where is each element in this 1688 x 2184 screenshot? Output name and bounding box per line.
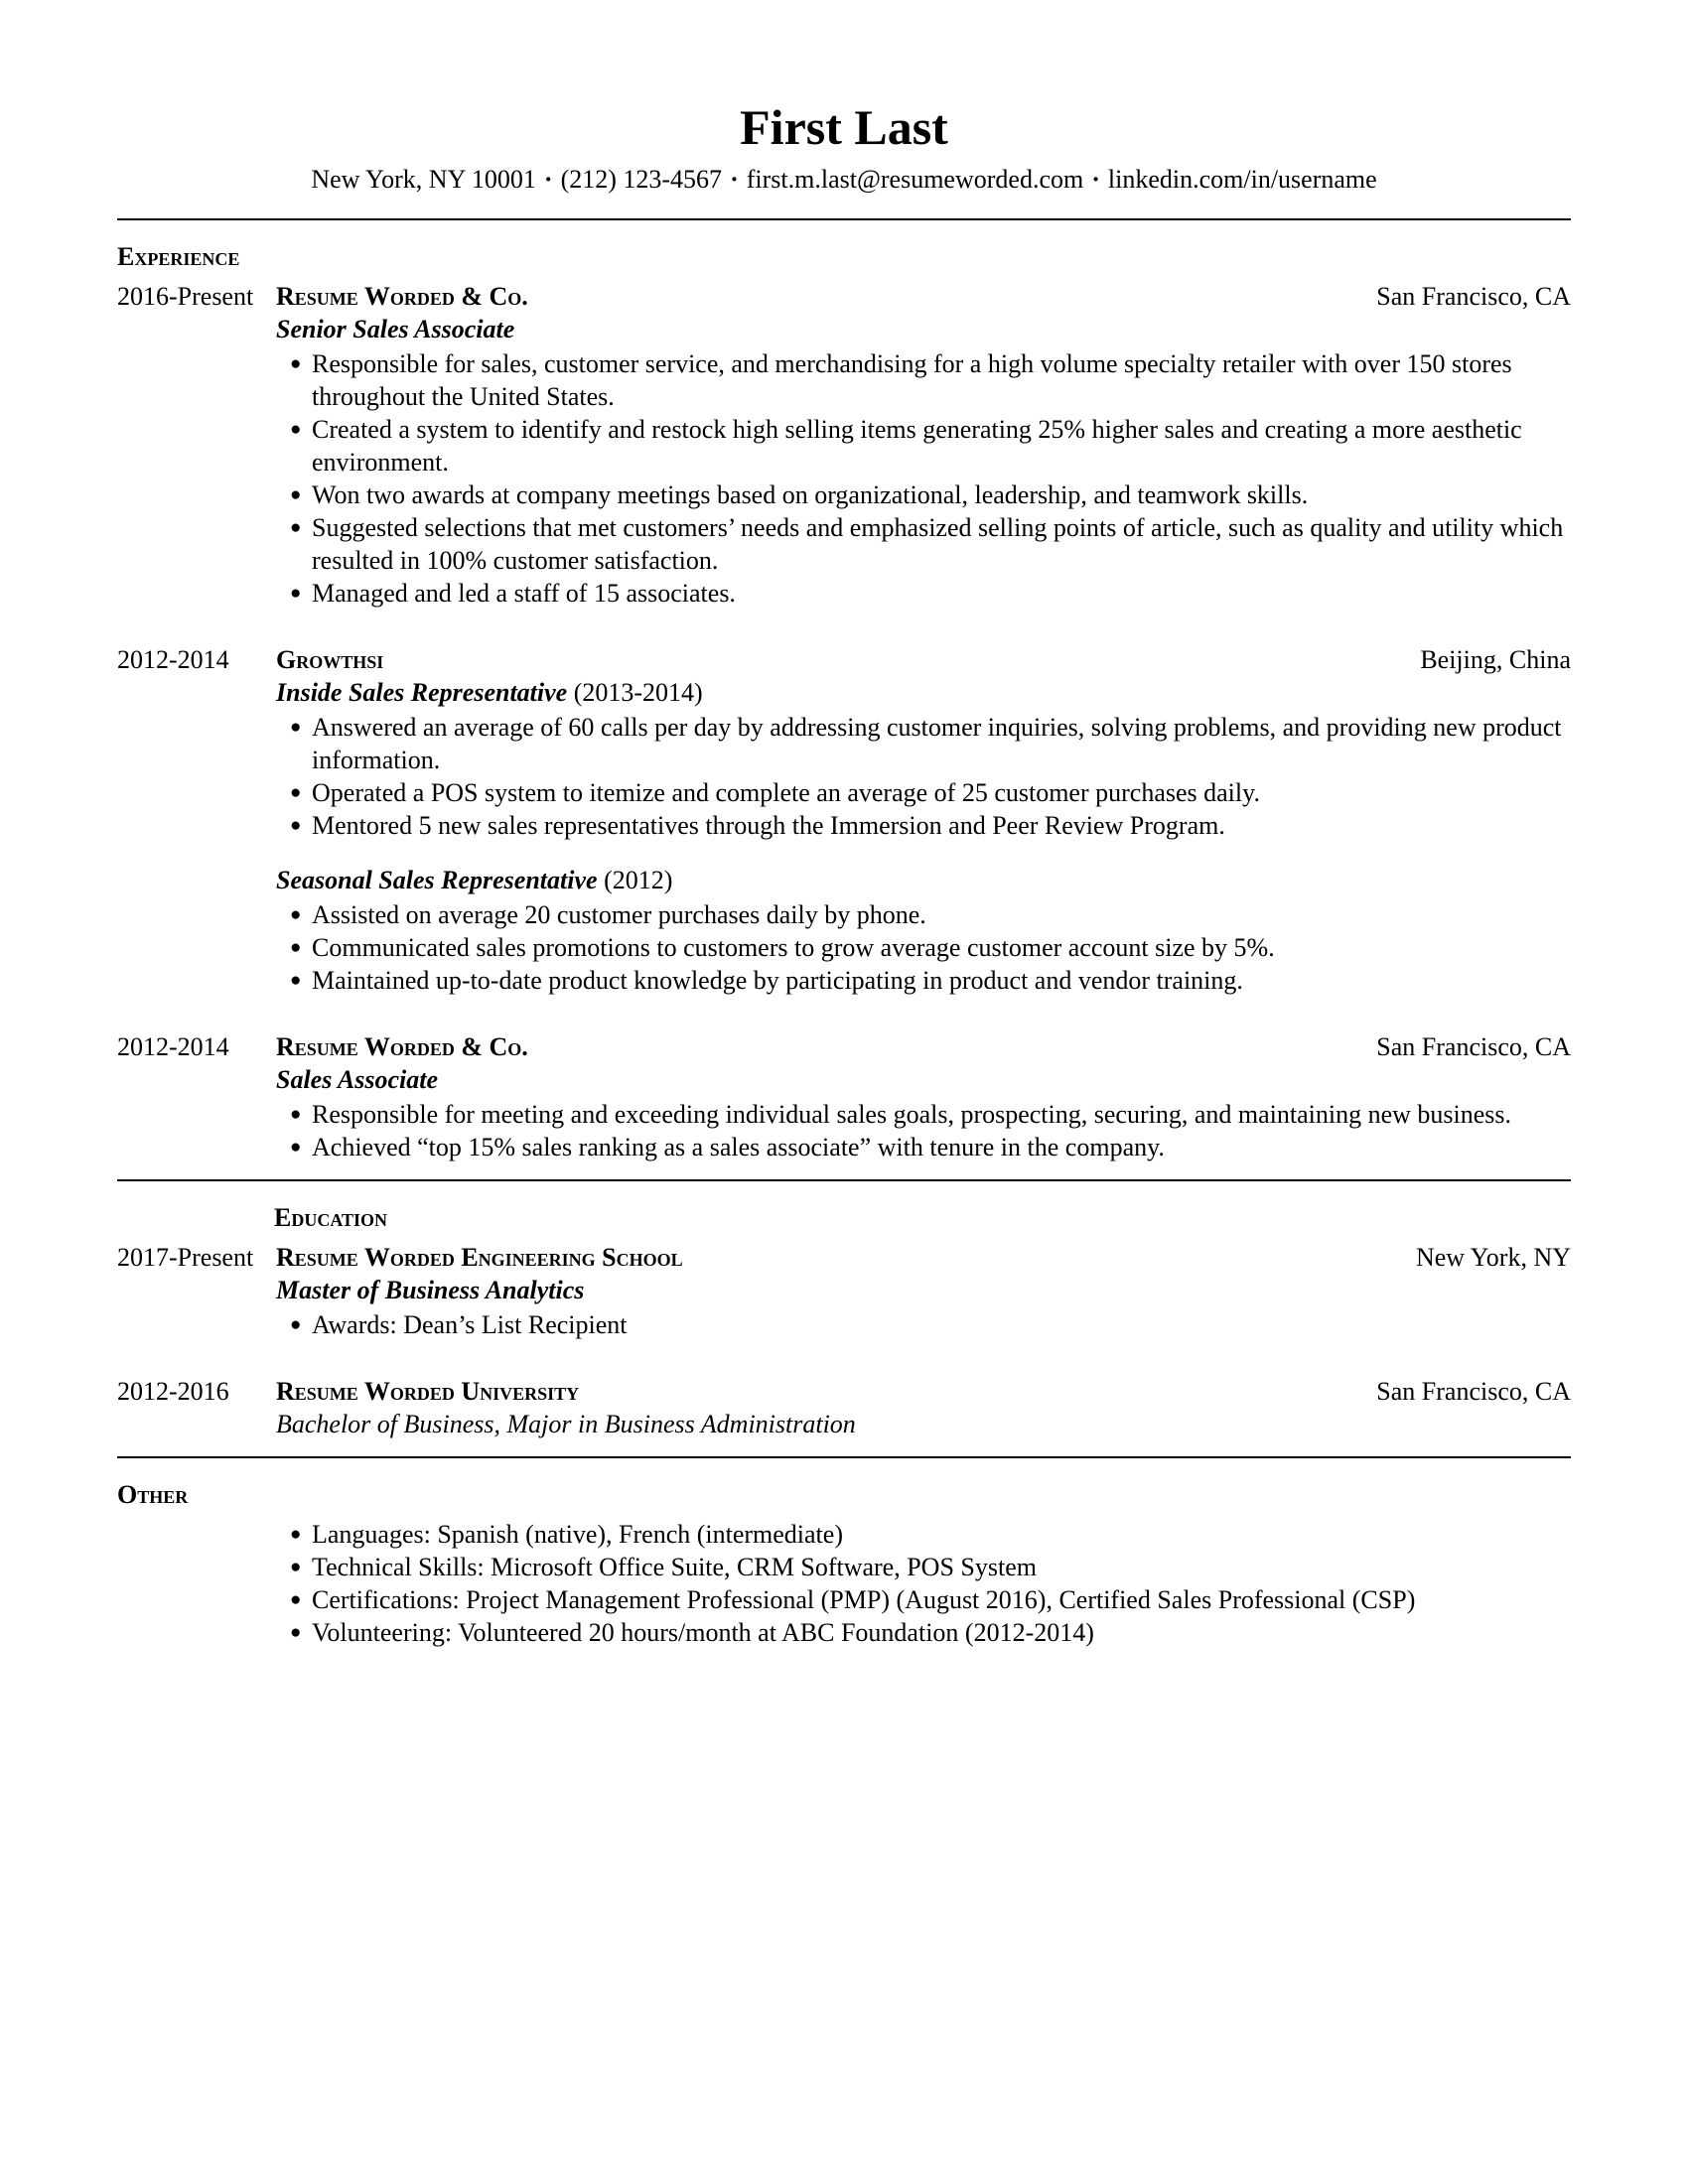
entry-date: 2016-Present <box>117 282 254 311</box>
role-block <box>117 313 1571 610</box>
entry-location: New York, NY <box>1415 1243 1571 1272</box>
role-title: Seasonal Sales Representative <box>276 866 598 894</box>
entry-organization: Resume Worded & Co. <box>276 1032 528 1061</box>
other-item: ● Technical Skills: Microsoft Office Suite, CRM Software, POS System <box>290 1551 1571 1583</box>
contact-phone: (212) 123-4567 <box>560 165 723 194</box>
other-heading: Other <box>117 1480 189 1509</box>
bullet-item: ● Mentored 5 new sales representatives through the Immersion and Peer Review Program. <box>290 809 1571 842</box>
bullet-list <box>117 898 1571 997</box>
degree-title: Bachelor of Business, Major in Business Administration <box>276 1410 856 1438</box>
entry-date: 2012-2014 <box>117 645 229 674</box>
role-title: Sales Associate <box>276 1065 438 1094</box>
experience-heading: Experience <box>117 242 240 271</box>
contact-email[interactable]: first.m.last@resumeworded.com <box>746 165 1084 194</box>
entry-organization: Resume Worded University <box>276 1377 580 1406</box>
education-heading: Education <box>274 1203 388 1232</box>
bullet-item: ● Maintained up-to-date product knowledge by participating in product and vendor training. <box>290 964 1571 997</box>
section-divider <box>117 1179 1571 1181</box>
role-title: Senior Sales Associate <box>276 315 515 343</box>
entry-date: 2012-2016 <box>117 1377 229 1406</box>
role-block <box>117 1063 1571 1163</box>
entry-date: 2017-Present <box>117 1243 254 1272</box>
role-period: (2013-2014) <box>573 678 703 707</box>
entry-organization: Resume Worded & Co. <box>276 282 528 311</box>
other-item: ● Certifications: Project Management Professional (PMP) (August 2016), Certified Sales Professional (CSP) <box>290 1583 1571 1616</box>
entry-location: San Francisco, CA <box>1376 1377 1571 1406</box>
section-divider <box>117 218 1571 220</box>
bullet-item: ● Answered an average of 60 calls per day by addressing customer inquiries, solving problems, and providing new product information. <box>290 711 1571 776</box>
entry-organization: Resume Worded Engineering School <box>276 1243 683 1272</box>
bullet-item: ● Operated a POS system to itemize and complete an average of 25 customer purchases daily. <box>290 776 1571 809</box>
role-period: (2012) <box>604 866 673 894</box>
other-item: ● Volunteering: Volunteered 20 hours/month at ABC Foundation (2012-2014) <box>290 1616 1571 1649</box>
bullet-item: ● Responsible for meeting and exceeding individual sales goals, prospecting, securing, and maintaining new business. <box>290 1098 1571 1131</box>
other-item: ● Languages: Spanish (native), French (intermediate) <box>290 1518 1571 1551</box>
section-divider <box>117 1456 1571 1458</box>
candidate-name: First Last <box>740 99 948 155</box>
bullet-list <box>117 347 1571 610</box>
bullet-item: ● Won two awards at company meetings based on organizational, leadership, and teamwork skills. <box>290 478 1571 511</box>
other-list <box>117 1518 1571 1649</box>
degree-title: Master of Business Analytics <box>276 1276 585 1304</box>
entry-location: Beijing, China <box>1420 645 1571 674</box>
bullet-list <box>117 1098 1571 1163</box>
bullet-item: ● Responsible for sales, customer service, and merchandising for a high volume specialty retailer with over 150 stores throughout the United States. <box>290 347 1571 413</box>
bullet-list <box>117 1308 1571 1341</box>
contact-separator: · <box>1091 165 1100 194</box>
bullet-item: ● Assisted on average 20 customer purchases daily by phone. <box>290 898 1571 931</box>
contact-separator: · <box>543 165 553 194</box>
role-title: Inside Sales Representative <box>276 678 568 707</box>
entry-organization: Growthsi <box>276 645 384 674</box>
experience-entry <box>117 643 1571 997</box>
entry-location: San Francisco, CA <box>1376 1032 1571 1061</box>
bullet-item: ● Communicated sales promotions to customers to grow average customer account size by 5%. <box>290 931 1571 964</box>
contact-line <box>117 163 1571 197</box>
education-entry <box>117 1241 1571 1341</box>
bullet-item: ● Suggested selections that met customers’ needs and emphasized selling points of article, such as quality and utility which resulted in 100% customer satisfaction. <box>290 511 1571 577</box>
bullet-item: ● Created a system to identify and restock high selling items generating 25% higher sales and creating a more aesthetic environment. <box>290 413 1571 478</box>
entry-date: 2012-2014 <box>117 1032 229 1061</box>
contact-linkedin[interactable]: linkedin.com/in/username <box>1107 165 1377 194</box>
role-block <box>117 676 1571 842</box>
role-block <box>117 864 1571 997</box>
experience-entry <box>117 280 1571 610</box>
bullet-item: ● Managed and led a staff of 15 associates. <box>290 577 1571 610</box>
education-entry <box>117 1375 1571 1440</box>
bullet-item: ● Awards: Dean’s List Recipient <box>290 1308 1571 1341</box>
contact-separator: · <box>730 165 739 194</box>
entry-location: San Francisco, CA <box>1376 282 1571 311</box>
contact-location: New York, NY 10001 <box>311 165 536 194</box>
experience-entry <box>117 1030 1571 1163</box>
bullet-item: ● Achieved “top 15% sales ranking as a sales associate” with tenure in the company. <box>290 1131 1571 1163</box>
bullet-list <box>117 711 1571 842</box>
